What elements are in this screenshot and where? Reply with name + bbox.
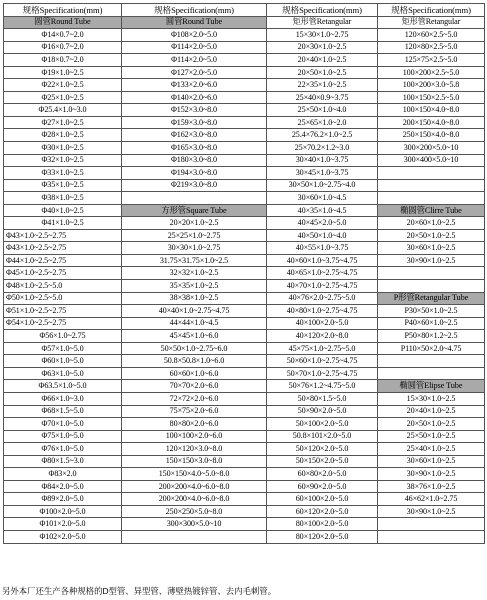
table-cell: 15×30×1.0~2.5 bbox=[378, 392, 485, 405]
table-cell: 30×60×1.0~2.5 bbox=[378, 242, 485, 255]
table-row bbox=[4, 480, 485, 493]
table-cell: 75×75×2.0~6.0 bbox=[122, 405, 267, 418]
table-row bbox=[4, 79, 485, 92]
table-cell: Φ30×1.0~2.5 bbox=[4, 142, 122, 155]
table-cell: Φ25×1.0~2.5 bbox=[4, 91, 122, 104]
table-cell: Φ66×1.0~3.0 bbox=[4, 392, 122, 405]
table-cell: 250×150×4.0~8.0 bbox=[378, 129, 485, 142]
table-cell: 25.4×76.2×1.0~2.5 bbox=[267, 129, 378, 142]
table-cell: 40×65×1.0~2.75~4.75 bbox=[267, 267, 378, 280]
table-cell: 300×200×5.0~10 bbox=[378, 142, 485, 155]
table-row bbox=[4, 468, 485, 481]
table-row bbox=[4, 242, 485, 255]
table-cell: Φ102×2.0~5.0 bbox=[4, 530, 122, 543]
table-cell: 50×60×1.0~2.75~4.75 bbox=[267, 355, 378, 368]
table-row bbox=[4, 455, 485, 468]
table-cell: 20×60×1.0~2.5 bbox=[378, 217, 485, 230]
table-row bbox=[4, 505, 485, 518]
table-cell: 50×150×2.0~5.0 bbox=[267, 455, 378, 468]
table-cell: 50.8×50.8×1.0~6.0 bbox=[122, 355, 267, 368]
table-row bbox=[4, 179, 485, 192]
table-cell bbox=[378, 367, 485, 380]
table-cell: 100×200×2.5~5.0 bbox=[378, 66, 485, 79]
table-cell: Φ43×1.0~2.5~2.75 bbox=[4, 242, 122, 255]
table-row bbox=[4, 355, 485, 368]
table-cell: Φ38×1.0~2.5 bbox=[4, 192, 122, 205]
table-cell: 35×35×1.0~2.5 bbox=[122, 280, 267, 293]
table-cell: 32×32×1.0~2.5 bbox=[122, 267, 267, 280]
table-row bbox=[4, 29, 485, 42]
table-cell: 20×30×1.0~2.5 bbox=[267, 41, 378, 54]
table-cell: 46×62×1.0~2.75 bbox=[378, 493, 485, 506]
table-cell: 72×72×2.0~6.0 bbox=[122, 392, 267, 405]
table-cell: Φ41×1.0~2.5 bbox=[4, 217, 122, 230]
table-cell: 38×38×1.0~2.5 bbox=[122, 292, 267, 305]
table-cell: Φ25.4×1.0~3.0 bbox=[4, 104, 122, 117]
table-row bbox=[4, 192, 485, 205]
table-row bbox=[4, 54, 485, 67]
table-cell: 60×120×2.0~5.0 bbox=[267, 505, 378, 518]
column-header: 规格Specification(mm) bbox=[4, 4, 122, 17]
table-row bbox=[4, 66, 485, 79]
table-row bbox=[4, 418, 485, 431]
table-cell: Φ194×3.0~8.0 bbox=[122, 167, 267, 180]
table-cell: 300×400×5.0~10 bbox=[378, 154, 485, 167]
table-cell: 50×100×2.0~5.0 bbox=[267, 418, 378, 431]
table-cell: Φ76×1.0~5.0 bbox=[4, 443, 122, 456]
table-cell: 120×120×3.0~8.0 bbox=[122, 443, 267, 456]
table-cell: Φ14×0.7~2.0 bbox=[4, 29, 122, 42]
table-cell: 31.75×31.75×1.0~2.5 bbox=[122, 254, 267, 267]
table-cell: 80×120×2.0~5.0 bbox=[267, 530, 378, 543]
table-cell: 40×45×2.0~5.0 bbox=[267, 217, 378, 230]
section-header-cell: 椭圆管Clirre Tube bbox=[378, 204, 485, 217]
table-cell: 25×65×1.0~2.0 bbox=[267, 116, 378, 129]
table-cell: 30×60×1.0~4.5 bbox=[267, 192, 378, 205]
table-cell: 50×70×1.0~2.75~4.75 bbox=[267, 367, 378, 380]
table-row bbox=[4, 217, 485, 230]
table-row bbox=[4, 91, 485, 104]
table-cell: 60×90×2.0~5.0 bbox=[267, 480, 378, 493]
table-cell: 250×250×5.0~8.0 bbox=[122, 505, 267, 518]
table-cell: 200×150×4.0~8.0 bbox=[378, 116, 485, 129]
table-cell: 25×50×1.0~4.0 bbox=[267, 104, 378, 117]
table-cell: 30×90×1.0~2.5 bbox=[378, 468, 485, 481]
table-cell: Φ159×3.0~8.0 bbox=[122, 116, 267, 129]
table-cell: Φ54×1.0~2.5~2.75 bbox=[4, 317, 122, 330]
table-cell bbox=[378, 192, 485, 205]
table-cell: 60×60×1.0~6.0 bbox=[122, 367, 267, 380]
table-cell: Φ63×1.0~5.0 bbox=[4, 367, 122, 380]
table-cell: 40×120×2.0~8.0 bbox=[267, 330, 378, 343]
section-header-cell: 圆管Round Tube bbox=[122, 16, 267, 29]
table-cell: 30×60×1.0~2.5 bbox=[378, 455, 485, 468]
table-cell: 100×150×4.0~8.0 bbox=[378, 104, 485, 117]
table-cell: 30×40×1.0~3.75 bbox=[267, 154, 378, 167]
table-cell: 60×100×2.0~5.0 bbox=[267, 493, 378, 506]
table-cell: Φ219×3.0~8.0 bbox=[122, 179, 267, 192]
table-cell: Φ68×1.5~5.0 bbox=[4, 405, 122, 418]
table-cell: Φ84×2.0~5.0 bbox=[4, 480, 122, 493]
table-cell: Φ51×1.0~2.5~2.75 bbox=[4, 305, 122, 318]
table-cell bbox=[378, 179, 485, 192]
table-cell: 38×76×1.0~2.5 bbox=[378, 480, 485, 493]
table-cell: 25×25×1.0~2.75 bbox=[122, 229, 267, 242]
table-cell: Φ35×1.0~2.5 bbox=[4, 179, 122, 192]
table-cell: 45×75×1.0~2.75~5.0 bbox=[267, 342, 378, 355]
table-cell: Φ28×1.0~2.5 bbox=[4, 129, 122, 142]
table-cell: Φ44×1.0~2.5~2.75 bbox=[4, 254, 122, 267]
table-cell bbox=[378, 267, 485, 280]
table-cell: 200×200×4.0~6.0~8.0 bbox=[122, 480, 267, 493]
table-row bbox=[4, 129, 485, 142]
table-cell: 50×80×1.5~5.0 bbox=[267, 392, 378, 405]
table-cell: Φ16×0.7~2.0 bbox=[4, 41, 122, 54]
table-row bbox=[4, 392, 485, 405]
table-cell: 50×90×2.0~5.0 bbox=[267, 405, 378, 418]
table-cell: Φ32×1.0~2.5 bbox=[4, 154, 122, 167]
table-cell: Φ27×1.0~2.5 bbox=[4, 116, 122, 129]
table-cell: P50×80×1.2~2.5 bbox=[378, 330, 485, 343]
table-row bbox=[4, 167, 485, 180]
table-row bbox=[4, 254, 485, 267]
table-cell: 80×100×2.0~5.0 bbox=[267, 518, 378, 531]
table-cell: Φ101×2.0~5.0 bbox=[4, 518, 122, 531]
table-cell bbox=[378, 530, 485, 543]
table-row bbox=[4, 267, 485, 280]
table-cell: 80×80×2.0~6.0 bbox=[122, 418, 267, 431]
table-row bbox=[4, 530, 485, 543]
table-cell: 40×80×1.0~2.75~4.75 bbox=[267, 305, 378, 318]
table-row bbox=[4, 104, 485, 117]
table-cell bbox=[378, 280, 485, 293]
table-cell: Φ162×3.0~8.0 bbox=[122, 129, 267, 142]
table-row bbox=[4, 142, 485, 155]
table-cell: P40×60×1.0~2.5 bbox=[378, 317, 485, 330]
table-cell: Φ22×1.0~2.5 bbox=[4, 79, 122, 92]
table-cell: Φ83×2.0 bbox=[4, 468, 122, 481]
table-row bbox=[4, 229, 485, 242]
section-header-cell: 圆管Round Tube bbox=[4, 16, 122, 29]
table-cell: Φ18×0.7~2.0 bbox=[4, 54, 122, 67]
table-cell: 矩形管Retangular bbox=[378, 16, 485, 29]
table-cell bbox=[122, 192, 267, 205]
table-cell: 200×200×4.0~6.0~8.0 bbox=[122, 493, 267, 506]
table-cell: 20×40×1.0~2.5 bbox=[378, 405, 485, 418]
footnote: 另外本厂还生产各种规格的D型管、异型管、薄壁热镀锌管、去内毛刺管。 bbox=[2, 586, 277, 596]
table-cell: 300×300×5.0~10 bbox=[122, 518, 267, 531]
table-cell: Φ127×2.0~5.0 bbox=[122, 66, 267, 79]
table-cell: 40×76×2.0~2.75~5.0 bbox=[267, 292, 378, 305]
table-cell: 25×50×1.0~2.5 bbox=[378, 430, 485, 443]
table-cell: 30×50×1.0~2.75~4.0 bbox=[267, 179, 378, 192]
table-row bbox=[4, 317, 485, 330]
section-header-cell: 椭圆管Elipse Tube bbox=[378, 380, 485, 393]
section-header-cell: 方形管Square Tube bbox=[122, 204, 267, 217]
table-cell: 20×40×1.0~2.5 bbox=[267, 54, 378, 67]
table-cell: 40×50×1.0~4.0 bbox=[267, 229, 378, 242]
table-row bbox=[4, 380, 485, 393]
table-cell: 20×20×1.0~2.5 bbox=[122, 217, 267, 230]
table-row bbox=[4, 518, 485, 531]
table-cell: 25×40×1.0~2.5 bbox=[378, 443, 485, 456]
table-cell: 40×40×1.0~2.75~4.75 bbox=[122, 305, 267, 318]
table-row bbox=[4, 154, 485, 167]
table-cell: 20×50×1.0~2.5 bbox=[378, 418, 485, 431]
table-cell: Φ140×2.0~6.0 bbox=[122, 91, 267, 104]
table-cell: 100×100×2.0~6.0 bbox=[122, 430, 267, 443]
section-header-cell: P形管Retangular Tube bbox=[378, 292, 485, 305]
table-cell: 50×76×1.2~4.75~5.0 bbox=[267, 380, 378, 393]
table-cell: Φ57×1.0~5.0 bbox=[4, 342, 122, 355]
table-cell: 50×50×1.0~2.75~6.0 bbox=[122, 342, 267, 355]
table-cell: 30×90×1.0~2.5 bbox=[378, 505, 485, 518]
table-cell: 30×30×1.0~2.75 bbox=[122, 242, 267, 255]
table-row bbox=[4, 41, 485, 54]
table-row bbox=[4, 405, 485, 418]
table-cell: Φ43×1.0~2.5~2.75 bbox=[4, 229, 122, 242]
table-cell: Φ60×1.0~5.0 bbox=[4, 355, 122, 368]
table-cell: 40×100×2.0~5.0 bbox=[267, 317, 378, 330]
table-cell: 22×35×1.0~2.5 bbox=[267, 79, 378, 92]
column-header: 规格Specification(mm) bbox=[122, 4, 267, 17]
table-cell bbox=[122, 530, 267, 543]
table-cell: 100×200×3.0~5.8 bbox=[378, 79, 485, 92]
table-cell: Φ114×2.0~5.0 bbox=[122, 41, 267, 54]
table-cell: Φ40×1.0~2.5 bbox=[4, 204, 122, 217]
table-cell: Φ75×1.0~5.0 bbox=[4, 430, 122, 443]
table-cell: Φ70×1.0~5.0 bbox=[4, 418, 122, 431]
table-header-row bbox=[4, 4, 485, 17]
table-row bbox=[4, 16, 485, 29]
table-cell: Φ50×1.0~2.5~5.0 bbox=[4, 292, 122, 305]
table-row bbox=[4, 280, 485, 293]
table-cell: 60×80×2.0~5.0 bbox=[267, 468, 378, 481]
table-row bbox=[4, 430, 485, 443]
table-cell: 20×50×1.0~2.5 bbox=[267, 66, 378, 79]
table-cell: 矩形管Retangular bbox=[267, 16, 378, 29]
table-cell: 40×55×1.0~3.75 bbox=[267, 242, 378, 255]
table-cell: 30×90×1.0~2.5 bbox=[378, 254, 485, 267]
table-cell: 150×150×4.0~5.0~8.0 bbox=[122, 468, 267, 481]
table-cell: 120×80×2.5~5.0 bbox=[378, 41, 485, 54]
table-row bbox=[4, 443, 485, 456]
table-cell: 50.8×101×2.0~5.0 bbox=[267, 430, 378, 443]
table-cell: Φ152×3.0~8.0 bbox=[122, 104, 267, 117]
table-cell: 15×30×1.0~2.75 bbox=[267, 29, 378, 42]
table-cell: 40×70×1.0~2.75~4.75 bbox=[267, 280, 378, 293]
table-cell: 25×40×0.9~3.75 bbox=[267, 91, 378, 104]
table-cell bbox=[378, 167, 485, 180]
table-cell: 20×50×1.0~2.5 bbox=[378, 229, 485, 242]
table-cell: Φ80×1.5~3.0 bbox=[4, 455, 122, 468]
table-row bbox=[4, 367, 485, 380]
table-cell: 44×44×1.0~4.5 bbox=[122, 317, 267, 330]
table-row bbox=[4, 342, 485, 355]
table-cell: 40×35×1.0~4.5 bbox=[267, 204, 378, 217]
table-cell: Φ133×2.0~6.0 bbox=[122, 79, 267, 92]
table-cell: Φ63.5×1.0~5.0 bbox=[4, 380, 122, 393]
table-row bbox=[4, 116, 485, 129]
table-cell: Φ165×3.0~8.0 bbox=[122, 142, 267, 155]
table-cell: Φ19×1.0~2.5 bbox=[4, 66, 122, 79]
table-cell: 70×70×2.0~6.0 bbox=[122, 380, 267, 393]
table-cell bbox=[378, 355, 485, 368]
table-cell: 50×120×2.0~5.0 bbox=[267, 443, 378, 456]
table-body bbox=[4, 16, 485, 543]
table-cell: Φ100×2.0~5.0 bbox=[4, 505, 122, 518]
table-cell: 30×45×1.0~3.75 bbox=[267, 167, 378, 180]
table-cell: Φ56×1.0~2.75 bbox=[4, 330, 122, 343]
table-cell: Φ33×1.0~2.5 bbox=[4, 167, 122, 180]
table-cell: 120×60×2.5~5.0 bbox=[378, 29, 485, 42]
table-cell: Φ114×2.0~5.0 bbox=[122, 54, 267, 67]
table-cell: P30×50×1.0~2.5 bbox=[378, 305, 485, 318]
table-cell: Φ48×1.0~2.5~5.0 bbox=[4, 280, 122, 293]
column-header: 规格Specification(mm) bbox=[267, 4, 378, 17]
table-cell: Φ89×2.0~5.0 bbox=[4, 493, 122, 506]
table-cell: Φ180×3.0~8.0 bbox=[122, 154, 267, 167]
table-cell: 25×70.2×1.2~3.0 bbox=[267, 142, 378, 155]
table-row bbox=[4, 493, 485, 506]
column-header: 规格Specification(mm) bbox=[378, 4, 485, 17]
table-row bbox=[4, 305, 485, 318]
table-cell: Φ108×2.0~5.0 bbox=[122, 29, 267, 42]
table-cell bbox=[378, 518, 485, 531]
table-row bbox=[4, 292, 485, 305]
table-cell: 45×45×1.0~6.0 bbox=[122, 330, 267, 343]
table-cell: 100×150×2.5~5.0 bbox=[378, 91, 485, 104]
specification-table bbox=[3, 3, 485, 544]
table-cell: Φ45×1.0~2.5~2.75 bbox=[4, 267, 122, 280]
table-cell: P110×50×2.0~4.75 bbox=[378, 342, 485, 355]
table-cell: 40×60×1.0~3.75~4.75 bbox=[267, 254, 378, 267]
table-cell: 125×75×2.5~5.0 bbox=[378, 54, 485, 67]
table-row bbox=[4, 204, 485, 217]
table-row bbox=[4, 330, 485, 343]
table-cell: 150×150×3.0~8.0 bbox=[122, 455, 267, 468]
